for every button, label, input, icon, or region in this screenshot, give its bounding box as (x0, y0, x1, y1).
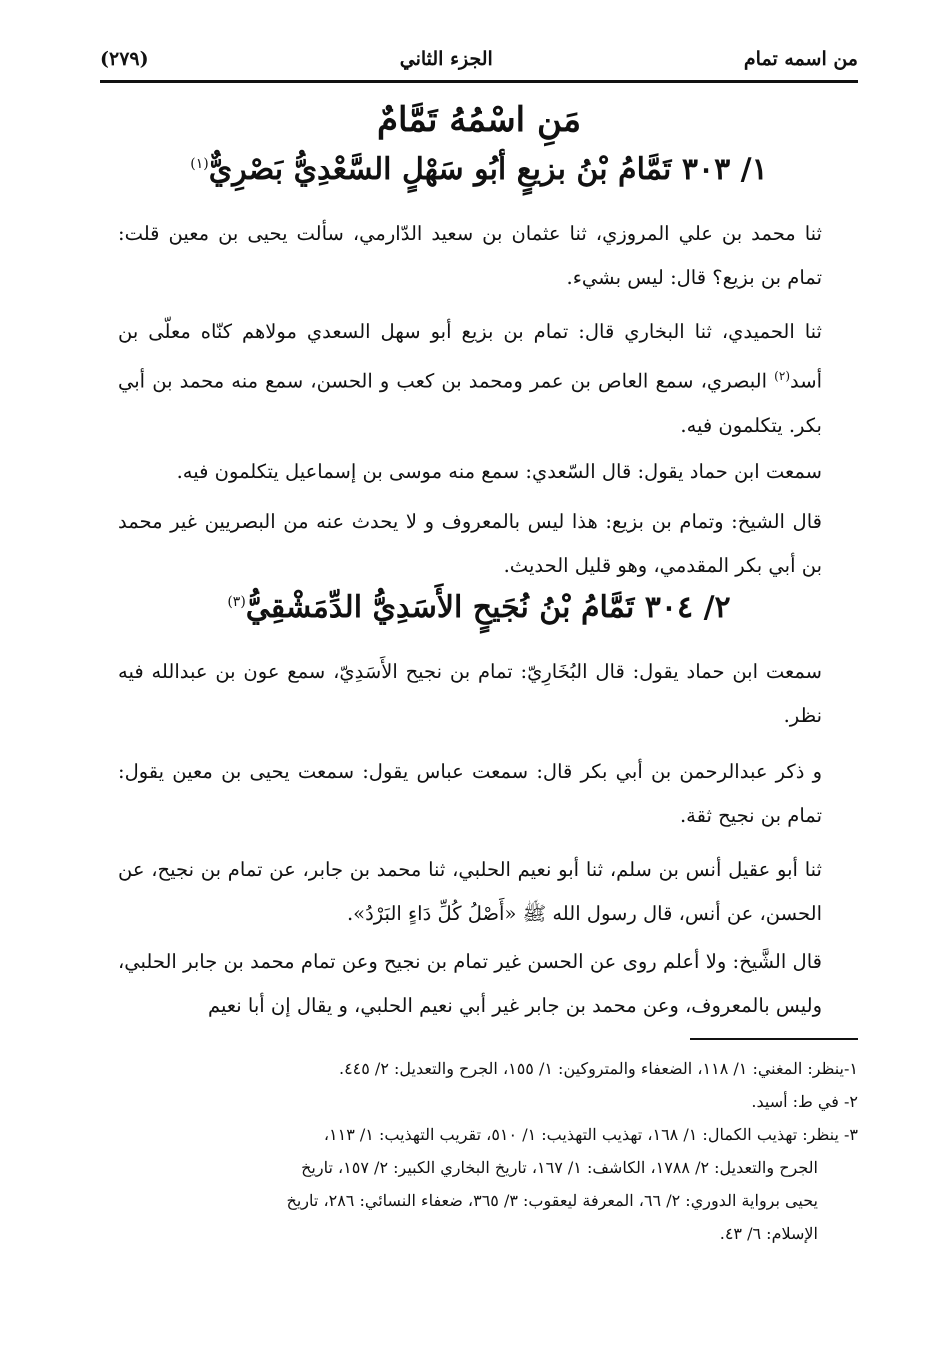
entry-heading-text: ١/ ٣٠٣ تَمَّامُ بْنُ بزيعٍ أبُو سَهْلٍ السَّعْدِيُّ بَصْرِيٌّ (208, 152, 768, 187)
paragraph: سمعت ابن حماد يقول: قال السّعدي: سمع منه موسى بن إسماعيل يتكلمون فيه. (176, 460, 822, 483)
paragraph: ثنا أبو عقيل أنس بن سلم، ثنا أبو نعيم الحلبي، ثنا محمد بن جابر، عن تمام بن نجيح، عن الحسن، عن أنس، قال رسول الله ﷺ «أَصْلُ كُلِّ دَاءٍ البَرْدُ». (118, 858, 822, 925)
paragraph: قال الشَّيخ: ولا أعلم روى عن الحسن غير تمام بن نجيح وعن تمام محمد بن جابر الحلبي، وليس بالمعروف، وعن محمد بن جابر غير أبي نعيم الحلبي، و يقال إن أبا نعيم (118, 950, 822, 1017)
footnote-ref: (٢) (774, 369, 790, 383)
footnote-ref: (١) (190, 156, 209, 172)
paragraph: سمعت ابن حماد يقول: قال البُخَارِيّ: تمام بن نجيح الأَسَدِيّ، سمع عون بن عبدالله فيه نظر. (118, 660, 822, 727)
paragraph: ثنا محمد بن علي المروزي، ثنا عثمان بن سعيد الدّارمي، سألت يحيى بن معين قلت: تمام بن بزيع؟ قال: ليس بشيء. (118, 222, 822, 289)
running-header (100, 42, 858, 76)
running-title: من اسمه تمام (743, 48, 858, 70)
footnote-3-line-3: يحيى برواية الدوري: ٢/ ٦٦، المعرفة ليعقوب: ٣/ ٣٦٥، ضعفاء النسائي: ٢٨٦، تاريخ (286, 1191, 818, 1210)
footnote-1: ١-ينظر: المغني: ١/ ١١٨، الضعفاء والمتروكين: ١/ ١٥٥، الجرح والتعديل: ٢/ ٤٤٥. (338, 1059, 858, 1078)
footnotes (118, 1052, 858, 1250)
footnote-3: ٣- ينظر: تهذيب الكمال: ١/ ١٦٨، تهذيب التهذيب: ١/ ٥١٠، تقريب التهذيب: ١/ ١١٣، (323, 1125, 858, 1144)
paragraph: و ذكر عبدالرحمن بن أبي بكر قال: سمعت عباس يقول: سمعت يحيى بن معين يقول: تمام بن نجيح ثقة. (118, 760, 822, 827)
footnote-ref: (٣) (227, 594, 246, 610)
header-rule (100, 80, 858, 83)
entry-heading-304 (100, 590, 858, 625)
entry-heading-text: ٢/ ٣٠٤ تَمَّامُ بْنُ نُجَيحٍ الأَسَدِيُّ الدِّمَشْقِيُّ (245, 590, 731, 625)
footnote-2: ٢- في ط: أسيد. (751, 1092, 858, 1111)
footnote-3-line-4: الإسلام: ٦/ ٤٣. (719, 1224, 818, 1243)
paragraph (118, 310, 822, 448)
volume-label: الجزء الثاني (399, 48, 493, 70)
paragraph: قال الشيخ: وتمام بن بزيع: هذا ليس بالمعروف و لا يحدث عنه من البصريين غير محمد بن أبي بكر المقدمي، وهو قليل الحديث. (118, 510, 822, 577)
paragraph-part: البصري، سمع العاص بن عمر ومحمد بن كعب و الحسن، سمع منه محمد بن أبي بكر. يتكلمون فيه. (118, 369, 822, 437)
footnote-3-line-2: الجرح والتعديل: ٢/ ١٧٨٨، الكاشف: ١/ ١٦٧، تاريخ البخاري الكبير: ٢/ ١٥٧، تاريخ (301, 1158, 818, 1177)
section-title: مَنِ اسْمُهُ تَمَّامٌ (376, 100, 582, 140)
paragraph-part: ثنا الحميدي، ثنا البخاري قال: تمام بن بزيع أبو سهل السعدي مولاهم كنّاه معلّى بن أسد (118, 320, 822, 393)
page-number: (٢٧٩) (100, 48, 149, 70)
footnote-rule (690, 1038, 858, 1040)
entry-heading-303 (100, 152, 858, 187)
